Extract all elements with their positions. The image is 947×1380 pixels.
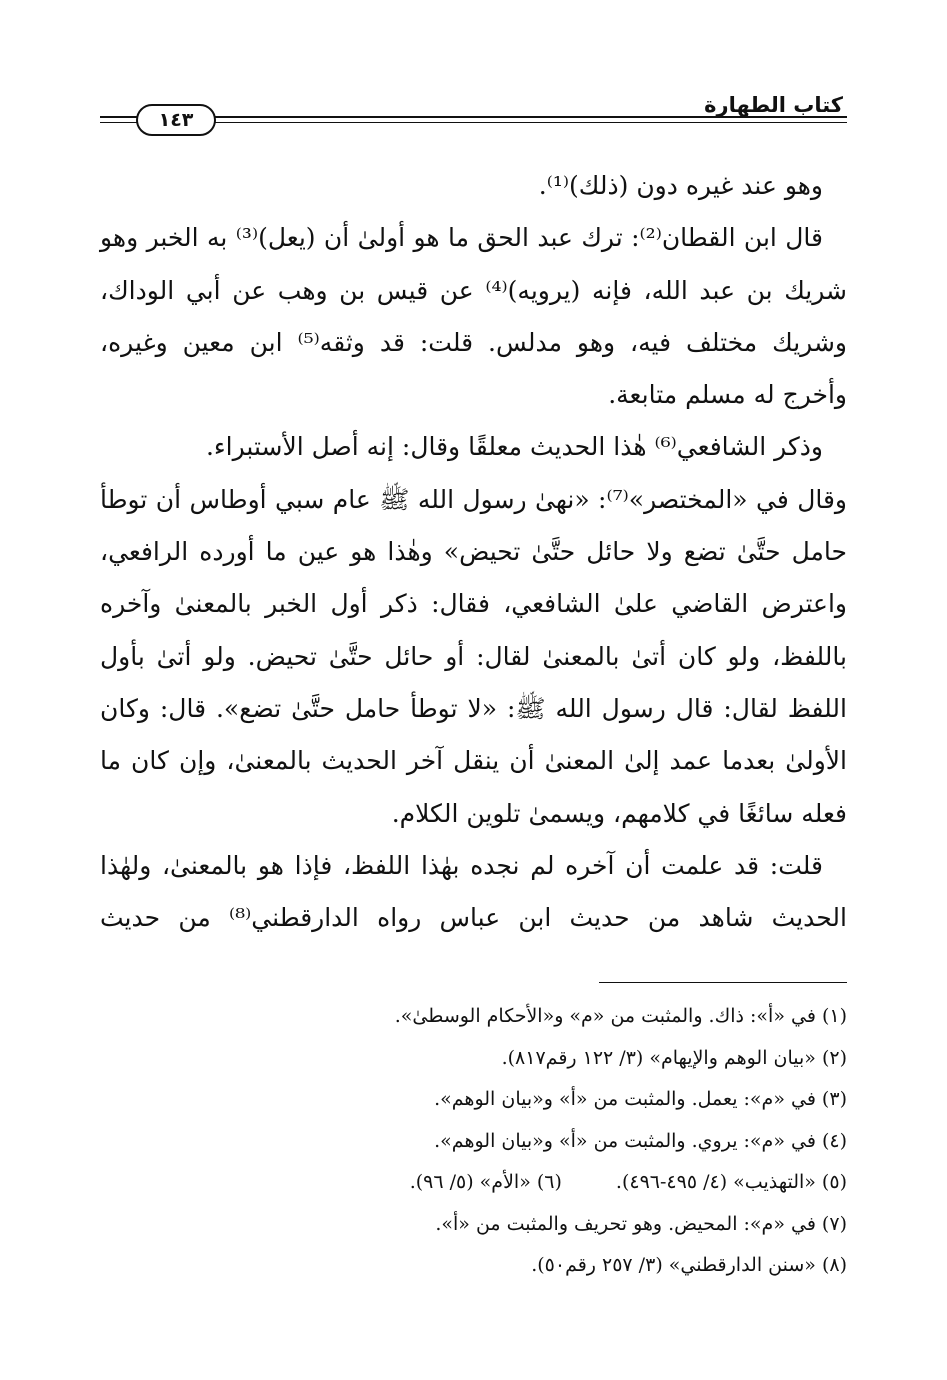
paragraph-3: وذكر الشافعي⁽⁶⁾ هٰذا الحديث معلقًا وقال: إنه أصل الأستبراء.: [205, 432, 823, 462]
footnote-7: (٧) في «م»: المحيض. وهو تحريف والمثبت من «أ».: [435, 1212, 847, 1235]
page-number-badge: ١٤٣: [136, 104, 216, 136]
footnote-3: (٣) في «م»: يعمل. والمثبت من «أ» و«بيان الوهم».: [434, 1088, 847, 1110]
paragraph-4: وقال في «المختصر»⁽⁷⁾: «نهىٰ رسول الله ﷺ عام سبي أوطاس أن توطأ حامل حتَّىٰ تضع ولا حائل حتَّىٰ تحيض» وهٰذا هو عين ما أورده الرافعي، واعترض القاضي علىٰ الشافعي، فقال: ذكر أول الخبر بالمعنىٰ وآخره باللفظ، ولو كان أتىٰ بالمعنىٰ لقال: أو حائل حتَّىٰ تحيض. ولو أتىٰ بأول اللفظ لقال: قال رسول الله ﷺ: «لا توطأ حامل حتَّىٰ تضع». قال: وكان الأولىٰ بعدما عمد إلىٰ المعنىٰ أن ينقل آخر الحديث بالمعنىٰ، وإن كان ما فعله سائغًا في كلامهم، ويسمىٰ تلوين الكلام.: [100, 484, 847, 828]
footnote-8: (٨) «سنن الدارقطني» (٣/ ٢٥٧ رقم٥٠).: [531, 1254, 847, 1276]
footnote-1: (١) في «أ»: ذاك. والمثبت من «م» و«الأحكام الوسطىٰ».: [394, 1005, 847, 1027]
footnote-row-5-6: [100, 1162, 847, 1204]
paragraph-2: قال ابن القطان⁽²⁾: ترك عبد الحق ما هو أولىٰ أن (يعل)⁽³⁾ به الخبر وهو شريك بن عبد الله، فإنه (يرويه)⁽⁴⁾ عن قيس بن وهب عن أبي الوداك، وشريك مختلف فيه، وهو مدلس. قلت: قد وثقه⁽⁵⁾ ابن معين وغيره، وأخرج له مسلم متابعة.: [100, 223, 848, 410]
footnote-5: (٥) «التهذيب» (٤/ ٤٩٥-٤٩٦).: [615, 1171, 847, 1193]
book-title: كتاب الطهارة: [704, 93, 843, 117]
footnote-6: (٦) «الأم» (٥/ ٩٦).: [409, 1171, 562, 1193]
main-text: [100, 160, 847, 944]
footnotes: [100, 996, 847, 1287]
footnote-2: (٢) «بيان الوهم والإيهام» (٣/ ١٢٢ رقم٨١٧).: [501, 1046, 847, 1069]
page-header: [100, 92, 847, 138]
paragraph-5: قلت: قد علمت أن آخره لم نجده بهٰذا اللفظ، فإذا هو بالمعنىٰ، ولهٰذا الحديث شاهد من حديث ابن عباس رواه الدارقطني⁽⁸⁾ من حديث: [100, 850, 847, 933]
book-page: [100, 0, 847, 1380]
paragraph-1: وهو عند غيره دون (ذلك)⁽¹⁾.: [538, 171, 823, 200]
footnote-4: (٤) في «م»: يروي. والمثبت من «أ» و«بيان الوهم».: [434, 1129, 847, 1152]
footnote-separator: [599, 982, 847, 983]
